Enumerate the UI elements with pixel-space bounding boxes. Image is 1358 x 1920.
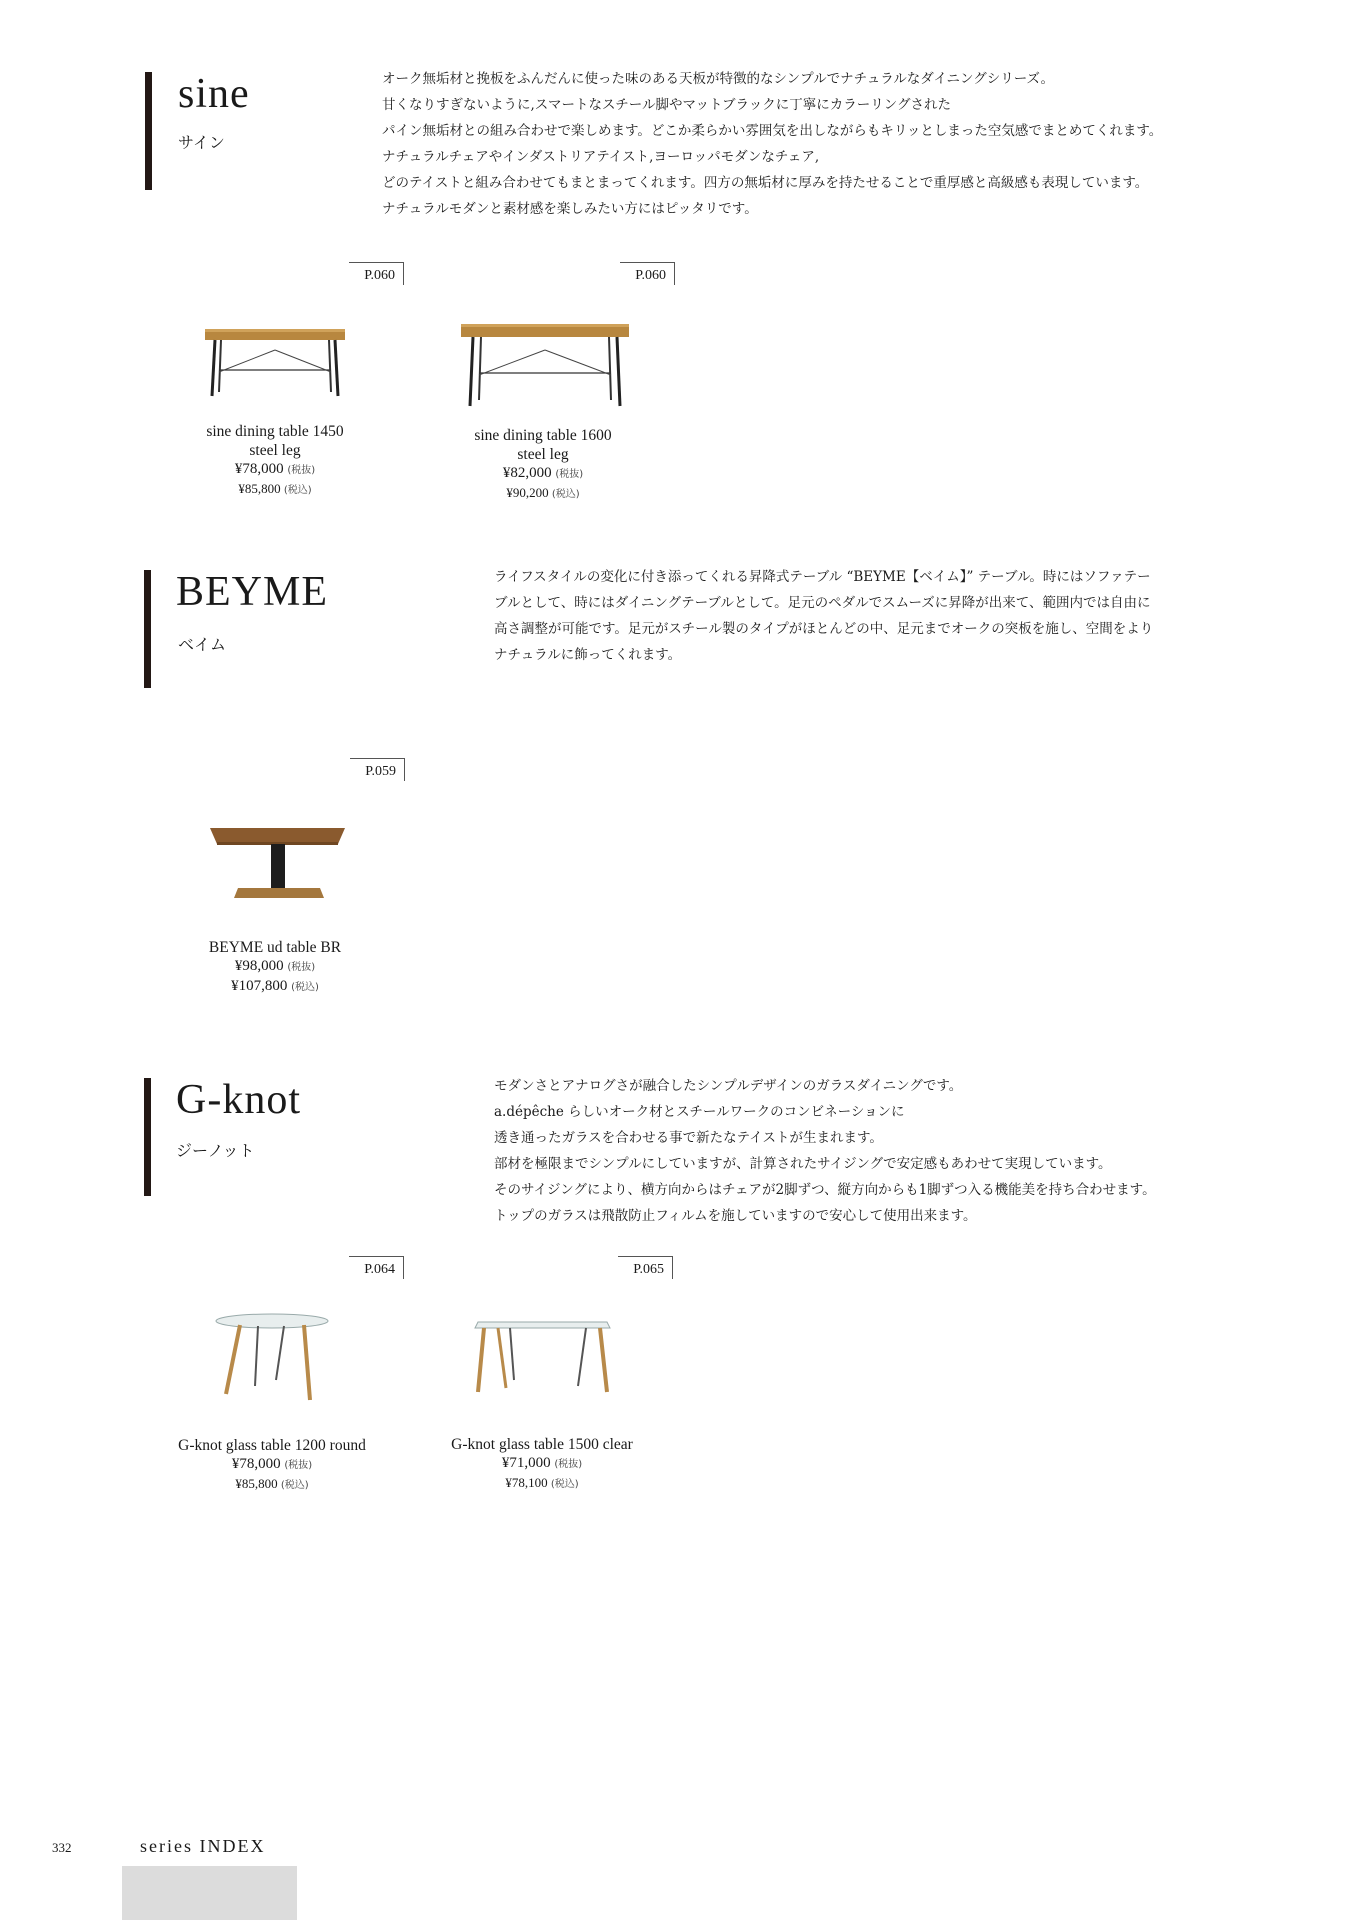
product-name: G-knot glass table 1500 clear [451, 1436, 633, 1453]
series-kana-sine: サイン [178, 133, 225, 152]
product-name: BEYME ud table BR [208, 939, 342, 956]
series-accent-bar [144, 570, 151, 688]
series-title-beyme: BEYME [176, 569, 328, 615]
price-excluding-tax: ¥78,000 (税抜) [231, 1456, 313, 1472]
series-kana-beyme: ベイム [178, 635, 227, 654]
page-reference[interactable]: P.060 [620, 262, 675, 285]
page-reference[interactable]: P.064 [349, 1256, 404, 1279]
series-title-sine: sine [178, 71, 250, 117]
product-card[interactable] [175, 938, 375, 997]
price-including-tax: ¥90,200 (税込) [506, 485, 580, 500]
g-knot-glass-table-round-image [210, 1308, 335, 1404]
product-name: sine dining table 1450 steel leg [206, 423, 344, 459]
sine-dining-table-1600-image [455, 318, 635, 410]
series-title-g-knot: G-knot [176, 1077, 301, 1123]
series-description-sine: オーク無垢材と挽板をふんだんに使った味のある天板が特徴的なシンプルでナチュラルなダイニングシリーズ。 甘くなりすぎないように,スマートなスチール脚やマットブラックに丁寧にカラーリングされた パイン無垢材との組み合わせで楽しめます。どこか柔らかい雰囲気を出しながらもキリッとしまった空気感でまとめてくれます。 ナチュラルチェアやインダストリアテイスト,ヨーロッパモダンなチェア, どのテイストと組み合わせてもまとまってくれます。四方の無垢材に厚みを持たせることで重厚感と高級感も表現しています。 ナチュラルモダンと素材感を楽しみたい方にはピッタリです。 [382, 71, 1163, 217]
product-card[interactable] [147, 1436, 397, 1494]
g-knot-glass-table-clear-image [470, 1314, 615, 1396]
index-tab [122, 1866, 297, 1920]
series-description-g-knot: モダンさとアナログさが融合したシンプルデザインのガラスダイニングです。 a.dépêche らしいオーク材とスチールワークのコンビネーションに 透き通ったガラスを合わせる事で新たなテイストが生まれます。 部材を極限までシンプルにしていますが、計算されたサイジングで安定感もあわせて実現しています。 そのサイジングにより、横方向からはチェアが2脚ずつ、縦方向からも1脚ずつ入る機能美を持ち合わせます。 トップのガラスは飛散防止フィルムを施していますので安心して使用出来ます。 [494, 1078, 1156, 1224]
page-number: 332 [52, 1840, 72, 1855]
product-name: G-knot glass table 1200 round [178, 1437, 366, 1454]
price-excluding-tax: ¥71,000 (税抜) [501, 1455, 583, 1471]
page-reference[interactable]: P.060 [349, 262, 404, 285]
price-excluding-tax: ¥82,000 (税抜) [502, 465, 584, 481]
product-name: sine dining table 1600 steel leg [474, 427, 612, 463]
series-kana-g-knot: ジーノット [176, 1141, 255, 1160]
footer-title: series INDEX [140, 1836, 266, 1856]
price-excluding-tax: ¥98,000 (税抜) [234, 958, 316, 974]
price-including-tax: ¥107,800 (税込) [231, 978, 319, 994]
page-reference[interactable]: P.059 [350, 758, 405, 781]
product-card[interactable] [175, 422, 375, 499]
series-accent-bar [145, 72, 152, 190]
product-card[interactable] [417, 1435, 667, 1493]
product-card[interactable] [443, 426, 643, 503]
price-including-tax: ¥85,800 (税込) [235, 1476, 309, 1491]
price-including-tax: ¥78,100 (税込) [505, 1475, 579, 1490]
series-description-beyme: ライフスタイルの変化に付き添ってくれる昇降式テーブル “BEYME【ベイム】” テーブル。時にはソファテー ブルとして、時にはダイニングテーブルとして。足元のペダルでスムーズに昇降が出来て、範囲内では自由に 高さ調整が可能です。足元がスチール製のタイプがほとんどの中、足元までオークの突板を施し、空間をより ナチュラルに飾ってくれます。 [494, 569, 1154, 663]
series-accent-bar [144, 1078, 151, 1196]
page-reference[interactable]: P.065 [618, 1256, 673, 1279]
beyme-ud-table-image [200, 822, 355, 902]
sine-dining-table-1450-image [195, 320, 355, 405]
price-including-tax: ¥85,800 (税込) [238, 481, 312, 496]
price-excluding-tax: ¥78,000 (税抜) [234, 461, 316, 477]
